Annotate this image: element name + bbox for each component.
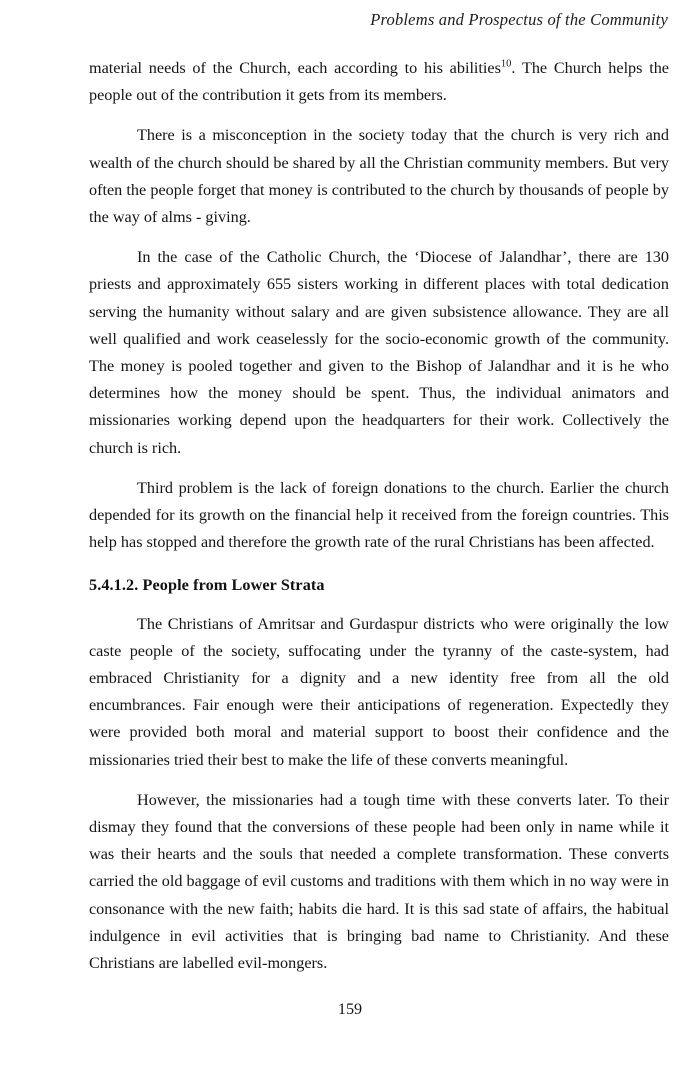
paragraph-misconception: There is a misconception in the society today that the church is very rich and wealth of the church should be shared by all the Christian community members. But very often the people forget that money is contributed to the church by thousands of people by the way of alms - giving. <box>89 126 669 227</box>
page-body-text <box>89 55 669 977</box>
footnote-marker-10: 10 <box>500 58 512 70</box>
paragraph-foreign-donations: Third problem is the lack of foreign donations to the church. Earlier the church depended for its growth on the financial help it received from the foreign countries. This help has stopped and therefore the growth rate of the rural Christians has been affected. <box>89 478 669 552</box>
page-number: 159 <box>337 1000 363 1018</box>
paragraph-text-part-a: material needs of the Church, each according to his abilities <box>89 59 501 77</box>
paragraph-text-part-b: . The Church helps the people out of the contribution it gets from its members. <box>89 59 669 105</box>
paragraph-continuation <box>89 55 669 109</box>
paragraph-lower-strata-christians: The Christians of Amritsar and Gurdaspur districts who were originally the low caste people of the society, suffocating under the tyranny of the caste-system, had embraced Christianity for a dignity and a new identity free from all the old encumbrances. Fair enough were their anticipations of regeneration. Expectedly they were provided both moral and material support to boost their confidence and the missionaries tried their best to make the life of these converts meaningful. <box>89 614 669 769</box>
running-header: Problems and Prospectus of the Community <box>370 10 668 29</box>
paragraph-converts-difficulties: However, the missionaries had a tough time with these converts later. To their dismay they found that the conversions of these people had been only in name while it was their hearts and the souls that needed a complete transformation. These converts carried the old baggage of evil customs and traditions with them which in no way were in consonance with the new faith; habits die hard. It is this sad state of affairs, the habitual indulgence in evil activities that is bringing bad name to Christianity. And these Christians are labelled evil-mongers. <box>89 790 669 973</box>
paragraph-diocese-jalandhar: In the case of the Catholic Church, the ‘Diocese of Jalandhar’, there are 130 priests and approximately 655 sisters working in different places with total dedication serving the humanity without salary and are given subsistence allowance. They are all well qualified and work ceaselessly for the socio-economic growth of the community. The money is pooled together and given to the Bishop of Jalandhar and it is he who determines how the money should be spent. Thus, the individual animators and missionaries working depend upon the headquarters for their work. Collectively the church is rich. <box>89 248 669 457</box>
section-heading-5-4-1-2: 5.4.1.2. People from Lower Strata <box>89 576 325 595</box>
